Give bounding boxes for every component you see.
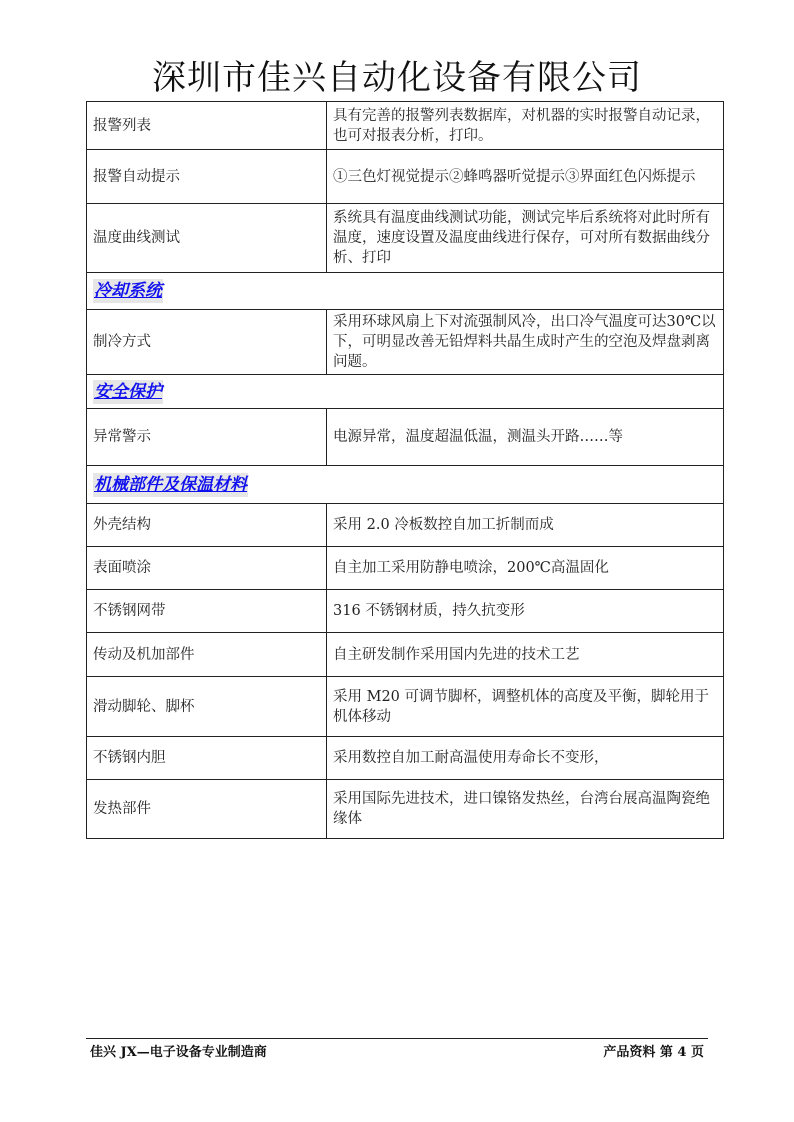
feature-description: 采用环球风扇上下对流强制风冷，出口冷气温度可达30℃以下，可明显改善无铅焊料共晶生成时产生的空泡及焊盘剥离问题。: [327, 310, 724, 375]
section-header-row: [87, 375, 724, 409]
section-header-row: [87, 466, 724, 504]
spec-table: [86, 101, 724, 839]
table-row: [87, 780, 724, 839]
table-row: [87, 633, 724, 677]
feature-description: 自主研发制作采用国内先进的技术工艺: [327, 633, 724, 677]
spec-table-body: [87, 102, 724, 839]
footer-left-text: 佳兴 JX—电子设备专业制造商: [90, 1045, 267, 1060]
table-row: [87, 590, 724, 633]
table-row: [87, 409, 724, 466]
feature-description: 316 不锈钢材质，持久抗变形: [327, 590, 724, 633]
feature-description: ①三色灯视觉提示②蜂鸣器听觉提示③界面红色闪烁提示: [327, 150, 724, 204]
company-title: 深圳市佳兴自动化设备有限公司: [152, 58, 642, 98]
footer-right-text: 产品资料 第 4 页: [603, 1045, 704, 1060]
feature-label: 制冷方式: [87, 310, 327, 375]
feature-description: 采用国际先进技术，进口镍铬发热丝，台湾台展高温陶瓷绝缘体: [327, 780, 724, 839]
table-row: [87, 310, 724, 375]
feature-description: 采用数控自加工耐高温使用寿命长不变形，: [327, 737, 724, 780]
feature-description: 采用 2.0 冷板数控自加工折制而成: [327, 504, 724, 547]
feature-label: 传动及机加部件: [87, 633, 327, 677]
feature-label: 外壳结构: [87, 504, 327, 547]
table-row: [87, 677, 724, 737]
feature-label: 不锈钢内胆: [87, 737, 327, 780]
feature-label: 异常警示: [87, 409, 327, 466]
section-header-cell: [87, 466, 724, 504]
feature-label: 滑动脚轮、脚杯: [87, 677, 327, 737]
table-row: [87, 737, 724, 780]
feature-description: 采用 M20 可调节脚杯，调整机体的高度及平衡，脚轮用于机体移动: [327, 677, 724, 737]
feature-description: 具有完善的报警列表数据库，对机器的实时报警自动记录，也可对报表分析，打印。: [327, 102, 724, 150]
feature-label: 发热部件: [87, 780, 327, 839]
section-header-cell: [87, 273, 724, 310]
table-row: [87, 547, 724, 590]
section-heading: 机械部件及保温材料: [94, 474, 247, 495]
feature-label: 表面喷涂: [87, 547, 327, 590]
feature-label: 温度曲线测试: [87, 204, 327, 273]
feature-description: 自主加工采用防静电喷涂，200℃高温固化: [327, 547, 724, 590]
table-row: [87, 102, 724, 150]
table-row: [87, 150, 724, 204]
footer-divider: [86, 1038, 708, 1039]
section-header-cell: [87, 375, 724, 409]
section-heading: 安全保护: [94, 381, 162, 402]
feature-label: 报警列表: [87, 102, 327, 150]
feature-label: 不锈钢网带: [87, 590, 327, 633]
section-heading: 冷却系统: [94, 281, 162, 301]
section-header-row: [87, 273, 724, 310]
feature-description: 电源异常，温度超温低温，测温头开路……等: [327, 409, 724, 466]
feature-label: 报警自动提示: [87, 150, 327, 204]
feature-description: 系统具有温度曲线测试功能，测试完毕后系统将对此时所有温度，速度设置及温度曲线进行保存，可对所有数据曲线分析、打印: [327, 204, 724, 273]
table-row: [87, 204, 724, 273]
table-row: [87, 504, 724, 547]
